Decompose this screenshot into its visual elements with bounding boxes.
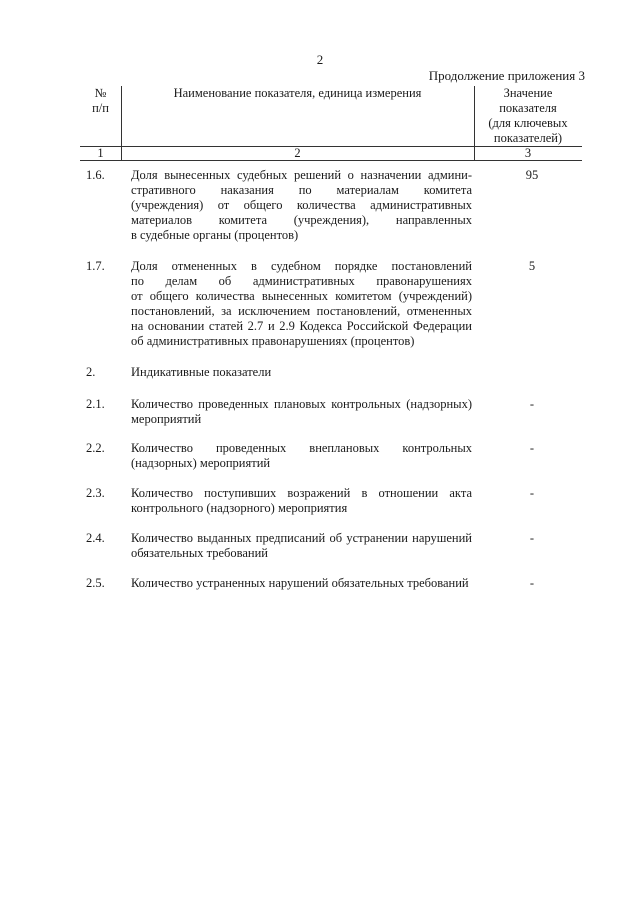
indicator-text: [131, 531, 472, 561]
indicator-value: -: [529, 531, 535, 545]
indicator-text: [131, 259, 472, 349]
indicator-text-line: Доля отмененных в судебном порядке постановлений: [131, 259, 472, 273]
indicator-text-line: материалов комитета (учреждения), направленных: [131, 213, 472, 227]
indicator-text-line: контрольного (надзорного) мероприятия: [131, 501, 348, 515]
header-col-number-line: п/п: [92, 101, 109, 115]
index-col-3: 3: [524, 146, 532, 160]
row-number: 2.4.: [86, 531, 105, 545]
indicator-text-line: Количество поступивших возражений в отношении акта: [131, 486, 472, 500]
indicator-text-line: Количество устраненных нарушений обязательных требований: [131, 576, 469, 590]
indicator-text-line: на основании статей 2.7 и 2.9 Кодекса Российской Федерации: [131, 319, 472, 333]
header-col-number: [80, 86, 121, 116]
indicator-text-line: (учреждения) от общего количества административных: [131, 198, 472, 212]
indicator-text-line: Количество проведенных внеплановых контрольных: [131, 441, 472, 455]
indicator-text-line: (надзорных) мероприятий: [131, 456, 271, 470]
indicator-text: [131, 441, 472, 471]
header-col-value-line: показателя: [499, 101, 557, 115]
indicator-text: [131, 486, 472, 516]
header-col-number-line: №: [94, 86, 107, 100]
appendix-continuation-label: Продолжение приложения 3: [428, 68, 585, 83]
header-col-value-line: показателей): [493, 131, 563, 145]
row-number: 2.1.: [86, 397, 105, 411]
indicator-text-line: об административных правонарушениях (процентов): [131, 334, 415, 348]
indicator-value: -: [529, 576, 535, 590]
indicator-text-line: стративного наказания по материалам комитета: [131, 183, 472, 197]
indicator-value: 5: [528, 259, 536, 273]
indicator-text-line: Индикативные показатели: [131, 365, 272, 379]
indicator-value: 95: [525, 168, 539, 182]
row-number: 2.5.: [86, 576, 105, 590]
indicator-text-line: в судебные органы (процентов): [131, 228, 299, 242]
row-number: 1.7.: [86, 259, 105, 273]
table-header: [80, 86, 582, 160]
row-number: 1.6.: [86, 168, 105, 182]
row-number: 2.2.: [86, 441, 105, 455]
indicator-section-title: [131, 365, 472, 380]
index-col-2: 2: [294, 146, 301, 160]
indicator-value: -: [529, 397, 535, 411]
header-col-value-line: Значение: [503, 86, 553, 100]
indicator-text: [131, 576, 472, 591]
indicator-value: -: [529, 441, 535, 455]
index-col-1: 1: [97, 146, 104, 160]
indicator-text-line: Количество проведенных плановых контрольных (надзорных): [131, 397, 472, 411]
indicator-text-line: Количество выданных предписаний об устранении нарушений: [131, 531, 472, 545]
indicator-text-line: по делам об административных правонарушениях: [131, 274, 472, 288]
page-number: 2: [316, 52, 324, 67]
row-number: 2.: [86, 365, 96, 379]
indicator-text: [131, 397, 472, 427]
indicator-value: -: [529, 486, 535, 500]
indicator-text: [131, 168, 472, 243]
indicator-text-line: постановлений, за исключением постановлений, отмененных: [131, 304, 472, 318]
row-number: 2.3.: [86, 486, 105, 500]
indicator-text-line: Доля вынесенных судебных решений о назначении админи-: [131, 168, 472, 182]
header-col-name: Наименование показателя, единица измерения: [173, 86, 422, 100]
indicator-text-line: от общего количества вынесенных комитетом (учреждений): [131, 289, 472, 303]
indicator-text-line: мероприятий: [131, 412, 202, 426]
indicator-text-line: обязательных требований: [131, 546, 268, 560]
header-col-value: [474, 86, 582, 146]
header-col-value-line: (для ключевых: [488, 116, 568, 130]
